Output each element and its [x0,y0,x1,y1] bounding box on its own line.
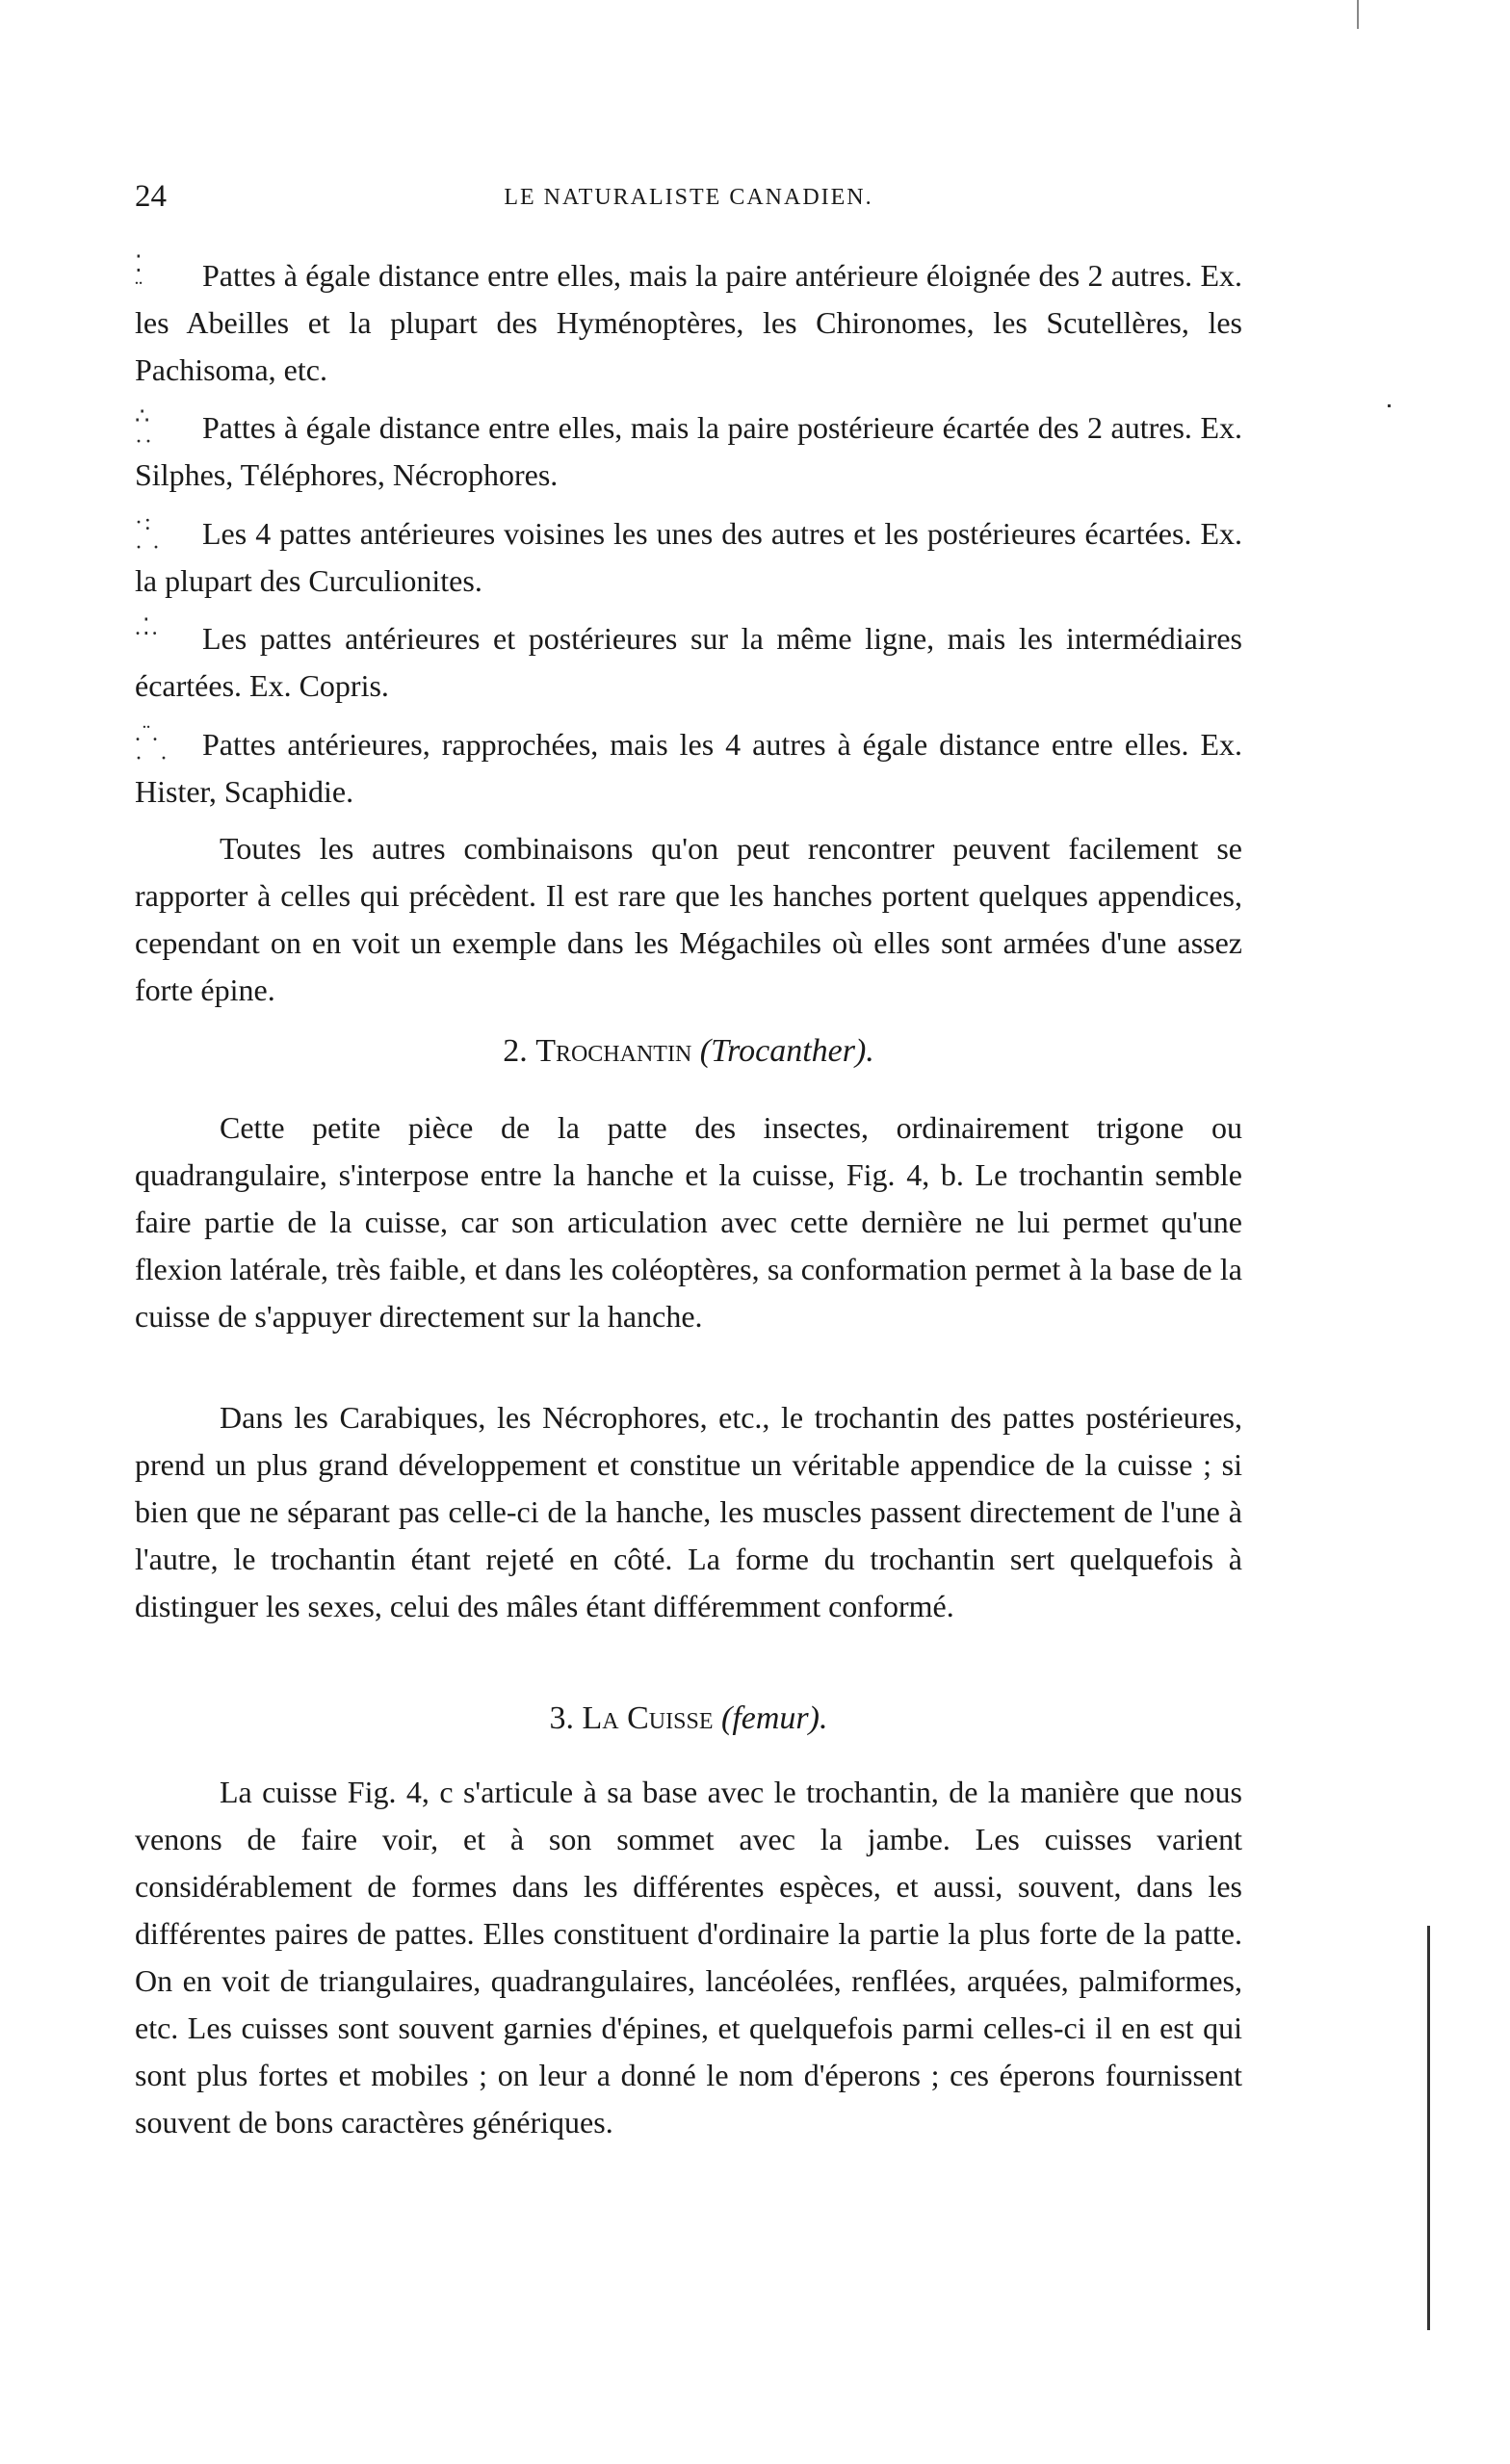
entry-text: Les pattes antérieures et postérieures sur la même ligne, mais les intermédiaires écartées. Ex. Copris. [135,621,1242,703]
entry-text: Pattes antérieures, rapprochées, mais les 4 autres à égale distance entre elles. Ex. Hister, Scaphidie. [135,727,1242,809]
page-number: 24 [135,179,167,214]
section-number: 2. [503,1033,528,1069]
dot-diagram-icon: ·: · · [135,510,162,561]
leg-arrangement-entry-5 [135,721,1242,816]
running-title: LE NATURALISTE CANADIEN. [504,185,873,210]
paragraph-cuisse: La cuisse Fig. 4, c s'articule à sa base avec le trochantin, de la manière que nous venons de faire voir, et à son sommet avec la jambe. Les cuisses varient considérablement de formes dans les différentes espèces, et aussi, souvent, dans les différentes paires de pattes. Elles constituent d'ordinaire la partie la plus forte de la patte. On en voit de triangulaires, quadrangulaires, lancéolées, renflées, arquées, palmiformes, etc. Les cuisses sont souvent garnies d'épines, et quelquefois parmi celles-ci il en est qui sont plus fortes et mobiles ; on leur a donné le nom d'éperons ; ces éperons fournissent souvent de bons caractères génériques. [135,1775,1242,2140]
page-header [135,179,1242,218]
leg-arrangement-entry-1 [135,252,1242,394]
paragraph-combinations: Toutes les autres combinaisons qu'on peut rencontrer peuvent facilement se rapporter à celles qui précèdent. Il est rare que les hanches portent quelques appendices, cependant on en voit un exemple dans les Mégachiles où elles sont armées d'une assez forte épine. [135,831,1242,1007]
scan-edge-line [1357,0,1359,29]
entry-text: Pattes à égale distance entre elles, mais la paire antérieure éloignée des 2 autres. Ex. les Abeilles et la plupart des Hyménoptères, les Chironomes, les Scutellères, les Pachisoma, etc. [135,258,1242,387]
paragraph-trochantin-carabiques: Dans les Carabiques, les Nécrophores, etc., le trochantin des pattes postérieures, prend un plus grand développement et constitue un véritable appendice de la cuisse ; si bien que ne séparant pas celle-ci de la hanche, les muscles passent directement de l'une à l'autre, le trochantin étant rejeté en côté. La forme du trochantin sert quelquefois à distinguer les sexes, celui des mâles étant différemment conformé. [135,1400,1242,1623]
section-heading-trochantin [135,1033,1242,1070]
section-latin-name: (femur). [721,1700,828,1736]
section-title: La Cuisse [582,1700,714,1736]
scan-edge-line [1427,1926,1430,2330]
section-heading-cuisse [135,1700,1242,1737]
paragraph-trochantin-description: Cette petite pièce de la patte des insectes, ordinairement trigone ou quadrangulaire, s'interpose entre la hanche et la cuisse, Fig. 4, b. Le trochantin semble faire partie de la cuisse, car son articulation avec cette dernière ne lui permet qu'une flexion latérale, très faible, et dans les coléoptères, sa conformation permet à la base de la cuisse de s'appuyer directement sur la hanche. [135,1110,1242,1334]
section-latin-name: (Trocanther). [699,1033,874,1069]
dot-diagram-icon: ⁚ ¨ [135,252,144,303]
entry-text: Pattes à égale distance entre elles, mais la paire postérieure écartée des 2 autres. Ex. Silphes, Téléphores, Nécrophores. [135,410,1242,492]
dot-diagram-icon: ∴ ·· [135,404,154,455]
dot-diagram-icon: .⁚. [135,615,160,640]
leg-arrangement-entry-4 [135,615,1242,710]
scan-speck [1388,404,1391,407]
leg-arrangement-entry-3 [135,510,1242,605]
section-number: 3. [549,1700,575,1736]
section-title: Trochantin [535,1033,692,1069]
dot-diagram-icon: .¨. · · [135,721,169,772]
leg-arrangement-entry-2 [135,404,1242,499]
entry-text: Les 4 pattes antérieures voisines les unes des autres et les postérieures écartées. Ex. la plupart des Curculionites. [135,516,1242,598]
